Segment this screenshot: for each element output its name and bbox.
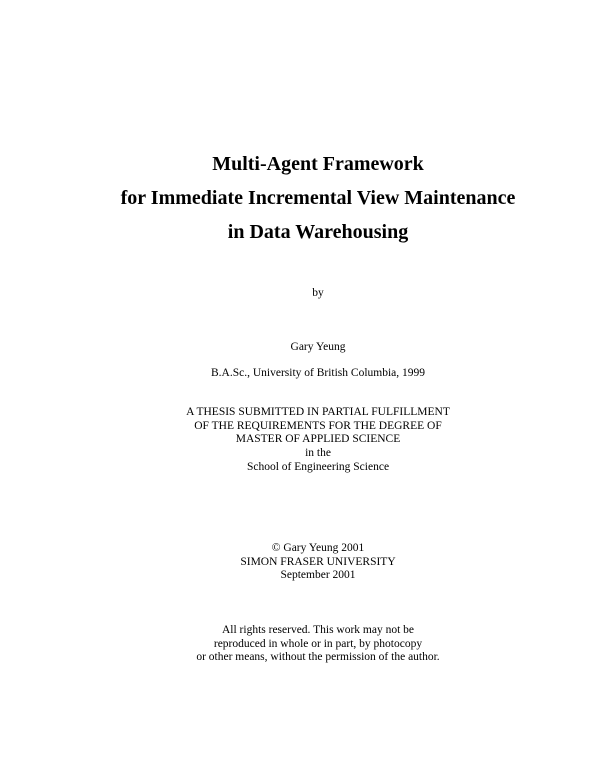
- title-line-1: Multi-Agent Framework: [212, 153, 424, 175]
- author-name: Gary Yeung: [290, 341, 346, 353]
- thesis-statement-line-3: MASTER OF APPLIED SCIENCE: [235, 433, 401, 445]
- prior-degree: B.A.Sc., University of British Columbia, 1999: [210, 367, 426, 379]
- rights-line-1: All rights reserved. This work may not be: [221, 624, 415, 636]
- thesis-statement-line-1: A THESIS SUBMITTED IN PARTIAL FULFILLMENT: [186, 406, 450, 418]
- rights-line-2: reproduced in whole or in part, by photocopy: [213, 638, 423, 650]
- title-line-3: in Data Warehousing: [227, 221, 409, 243]
- copyright-line: © Gary Yeung 2001: [271, 542, 365, 554]
- thesis-statement-line-5: School of Engineering Science: [246, 461, 390, 473]
- rights-line-3: or other means, without the permission of the author.: [196, 651, 440, 663]
- university-name: SIMON FRASER UNIVERSITY: [240, 556, 396, 568]
- thesis-statement-line-2: OF THE REQUIREMENTS FOR THE DEGREE OF: [194, 420, 442, 432]
- submission-date: September 2001: [280, 569, 356, 581]
- thesis-statement-line-4: in the: [305, 447, 331, 459]
- by-label: by: [312, 287, 324, 299]
- title-line-2: for Immediate Incremental View Maintenance: [120, 187, 516, 209]
